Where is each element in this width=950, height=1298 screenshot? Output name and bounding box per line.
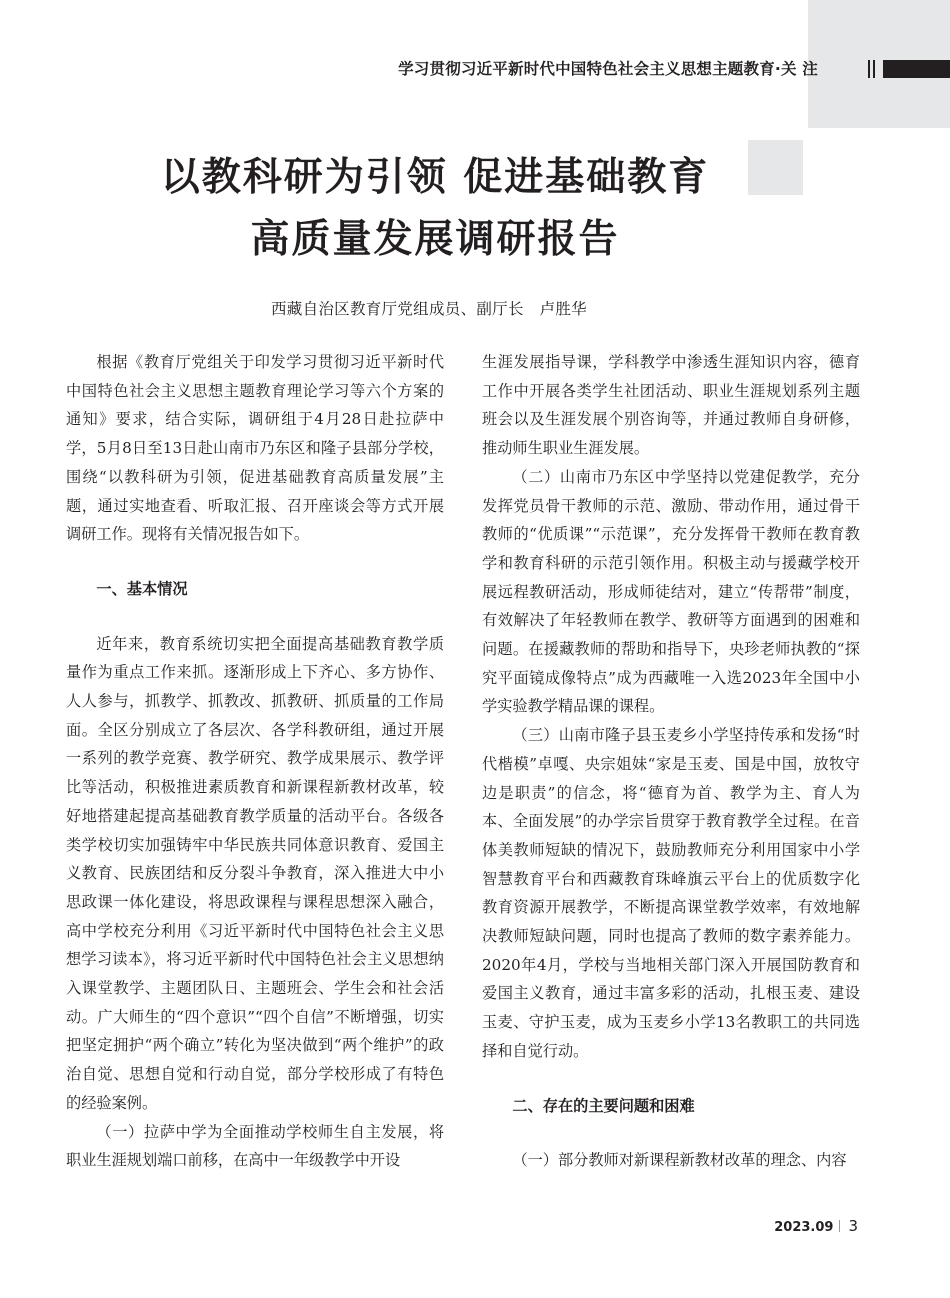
page-number: 3 (848, 1217, 858, 1235)
footer-divider (839, 1220, 840, 1232)
body-column-right (482, 348, 860, 1175)
paragraph: （三）山南市隆子县玉麦乡小学坚持传承和发扬“时代楷模”卓嘎、央宗姐妹“家是玉麦、国是中国，放牧守边是职责”的信念，将“德育为首、教学为主、育人为本、全面发展”的办学宗旨贯穿于教育教学全过程。在音体美教师短缺的情况下，鼓励教师充分利用国家中小学智慧教育平台和西藏教育珠峰旗云平台上的优质数字化教育资源开展教学，不断提高课堂教学效率，有效地解决教师短缺问题，同时也提高了教师的数字素养能力。2020年4月，学校与当地相关部门深入开展国防教育和爱国主义教育，通过丰富多彩的活动，扎根玉麦、建设玉麦、守护玉麦，成为玉麦乡小学13名教职工的共同选择和自觉行动。 (482, 726, 860, 1060)
paragraph: 根据《教育厅党组关于印发学习贯彻习近平新时代中国特色社会主义思想主题教育理论学习等六个方案的通知》要求，结合实际，调研组于4月28日赴拉萨中学，5月8日至13日赴山南市乃东区和隆子县部分学校，围绕“以教科研为引领，促进基础教育高质量发展”主题，通过实地查看、听取汇报、召开座谈会等方式开展调研工作。现将有关情况报告如下。 (66, 353, 444, 544)
paragraph: （一）拉萨中学为全面推动学校师生自主发展，将职业生涯规划端口前移，在高中一年级教学中开设 (66, 1122, 444, 1170)
paragraph: （二）山南市乃东区中学坚持以党建促教学，充分发挥党员骨干教师的示范、激励、带动作用，通过骨干教师的“优质课”“示范课”，充分发挥骨干教师在教育教学和教育科研的示范引领作用。积极主动与援藏学校开展远程教研活动，形成师徒结对，建立“传帮带”制度，有效解决了年轻教师在教学、教研等方面遇到的困难和问题。在援藏教师的帮助和指导下，央珍老师执教的“探究平面镜成像特点”成为西藏唯一入选2023年全国中小学实验教学精品课的课程。 (482, 467, 860, 716)
header-divider-bars (868, 60, 878, 78)
section-heading: 二、存在的主要问题和困难 (512, 1096, 695, 1115)
paragraph: 近年来，教育系统切实把全面提高基础教育教学质量作为重点工作来抓。逐渐形成上下齐心、多方协作、人人参与，抓教学、抓教改、抓教研、抓质量的工作局面。全区分别成立了各层次、各学科教研组，通过开展一系列的教学竞赛、教学研究、教学成果展示、教学评比等活动，积极推进素质教育和新课程新教材改革，较好地搭建起提高基础教育教学质量的活动平台。各级各类学校切实加强铸牢中华民族共同体意识教育、爱国主义教育、民族团结和反分裂斗争教育，深入推进大中小思政课一体化建设，将思政课程与课程思想深入融合，高中学校充分利用《习近平新时代中国特色社会主义思想学习读本》，将习近平新时代中国特色社会主义思想纳入课堂教学、主题团队日、主题班会、学生会和社会活动。广大师生的“四个意识”“四个自信”不断增强，切实把坚定拥护“两个确立”转化为坚决做到“两个维护”的政治自觉、思想自觉和行动自觉，部分学校形成了有特色的经验案例。 (66, 634, 444, 1112)
article-title-line1: 以教科研为引领 促进基础教育 (160, 155, 710, 200)
paragraph: （一）部分教师对新课程新教材改革的理念、内容 (512, 1151, 847, 1170)
body-column-left (66, 348, 444, 1175)
page-footer (774, 1217, 858, 1235)
issue-number: 2023.09 (774, 1220, 834, 1235)
running-header-title: 学习贯彻习近平新时代中国特色社会主义思想主题教育·关 注 (398, 60, 818, 78)
article-title-line2: 高质量发展调研报告 (250, 217, 620, 262)
article-author: 西藏自治区教育厅党组成员、副厅长 卢胜华 (270, 300, 587, 318)
running-header (0, 56, 950, 82)
section-heading: 一、基本情况 (96, 579, 188, 598)
paragraph: 生涯发展指导课，学科教学中渗透生涯知识内容，德育工作中开展各类学生社团活动、职业生涯规划系列主题班会以及生涯发展个别咨询等，并通过教师自身研修，推动师生职业生涯发展。 (482, 353, 860, 458)
header-dark-bar (883, 60, 950, 78)
